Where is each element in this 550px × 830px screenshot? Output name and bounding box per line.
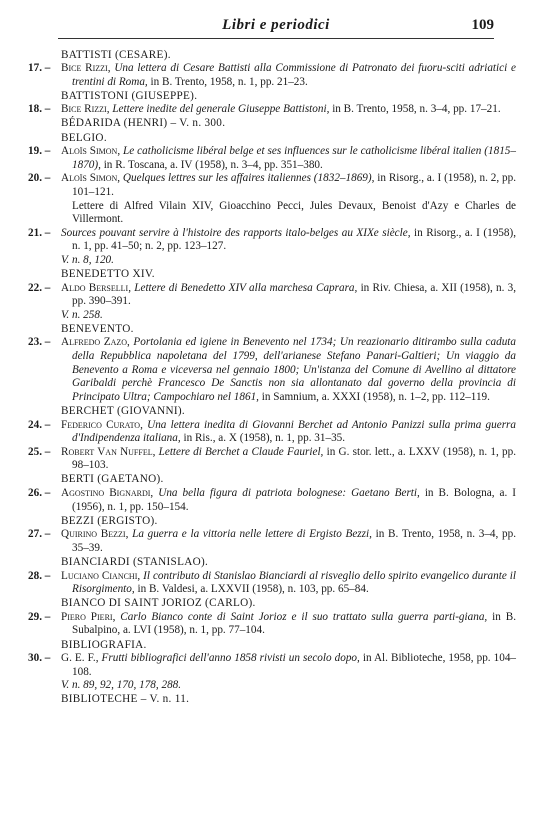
entry-source: in Risorg., a. I (1958), n. 2, pp. 101–121.	[72, 172, 517, 198]
entry-text	[61, 227, 516, 254]
entry-source: in Riv. Chiesa, a. XII (1958), n. 3, pp. 390–391.	[72, 281, 517, 308]
entry-author: Quirino Bezzi,	[61, 528, 129, 541]
entry-number: 24. –	[28, 418, 51, 431]
entry-author: Aloïs Simon,	[61, 145, 121, 158]
subject-heading: BELGIO.	[61, 131, 107, 144]
entry-author: Luciano Cianchi,	[61, 569, 141, 582]
entry-author: G. E. F.,	[61, 652, 99, 665]
entry-note: Lettere di Alfred Vilain XIV, Gioacchino Pecci, Jules Devaux, Benoist d'Azy e Charles de Villermont.	[72, 199, 516, 226]
subject-heading: BATTISTI (CESARE).	[61, 48, 171, 61]
entry-author: Bice Rizzi,	[61, 103, 110, 116]
bibliography-entry	[28, 446, 516, 473]
subject-heading: BERCHET (GIOVANNI).	[61, 404, 185, 417]
cross-reference: V. n. 8, 120.	[61, 253, 114, 266]
bibliography-entry	[28, 145, 516, 172]
entry-number: 26. –	[28, 487, 51, 499]
entry-source: in B. Trento, 1958, n. 3–4, pp. 35–39.	[72, 528, 517, 554]
bibliography-entry	[28, 282, 516, 309]
subject-heading: BIANCO DI SAINT JORIOZ (CARLO).	[61, 597, 256, 610]
entry-author: Piero Pieri,	[61, 610, 116, 623]
entry-source: in Samnium, a. XXXI (1958), n. 1–2, pp. 112–119.	[261, 390, 490, 403]
entry-author: Alfredo Zazo,	[61, 336, 130, 349]
entry-number: 28. –	[28, 569, 51, 582]
subject-heading: BÉDARIDA (HENRI) – V. n. 300.	[61, 117, 226, 130]
entry-text	[61, 103, 516, 117]
entry-number: 30. –	[28, 652, 51, 665]
subject-heading: BIBLIOTECHE – V. n. 11.	[61, 693, 190, 706]
subject-heading: BENEDETTO XIV.	[61, 268, 155, 280]
entry-title: Frutti bibliografici dell'anno 1858 rivisti un secolo dopo,	[101, 652, 360, 665]
running-header	[58, 15, 494, 37]
entry-number: 25. –	[28, 445, 51, 458]
entry-title: Una bella figura di patriota bolognese: Gaetano Berti,	[158, 487, 420, 499]
entry-text	[61, 419, 516, 446]
entry-source: in R. Toscana, a. IV (1958), n. 3–4, pp. 351–380.	[103, 158, 323, 171]
header-rule	[58, 38, 494, 39]
entry-author: Agostino Bignardi,	[61, 487, 154, 499]
entry-title: Lettere di Benedetto XIV alla marchesa Caprara,	[134, 281, 358, 294]
entry-number: 21. –	[28, 226, 51, 239]
entry-number: 20. –	[28, 172, 51, 185]
entry-author: Aldo Berselli,	[61, 281, 132, 294]
entry-number: 17. –	[28, 62, 51, 75]
entry-title: Sources pouvant servire à l'histoire des rapports italo-belges au XIXe siècle,	[61, 226, 411, 239]
bibliography-entry	[28, 611, 516, 638]
entry-text	[61, 336, 516, 404]
bibliography-entry	[28, 103, 516, 117]
entry-text	[61, 570, 516, 597]
bibliography-entry	[28, 570, 516, 597]
entry-number: 27. –	[28, 528, 51, 541]
entry-source: in B. Trento, 1958, n. 3–4, pp. 17–21.	[332, 103, 501, 116]
bibliography-entry	[28, 652, 516, 679]
entry-source: in Ris., a. X (1958), n. 1, pp. 31–35.	[183, 432, 346, 445]
entry-source: in B. Valdesi, a. LXXVII (1958), n. 103, pp. 65–84.	[137, 583, 369, 596]
entry-text	[61, 528, 516, 555]
running-title: Libri e periodici	[222, 17, 330, 33]
bibliography-body	[28, 48, 516, 707]
bibliography-entry	[28, 528, 516, 555]
entry-text	[61, 172, 516, 199]
entry-title: Una lettera di Cesare Battisti alla Commissione di Patronato dei fuoru-sciti adriatici e trentini di Roma,	[72, 62, 516, 88]
entry-number: 23. –	[28, 336, 51, 349]
entry-text	[61, 487, 516, 514]
entry-source: in Al. Biblioteche, 1958, pp. 104–108.	[72, 652, 517, 678]
subject-heading: BATTISTONI (GIUSEPPE).	[61, 89, 198, 102]
entry-text	[61, 282, 516, 309]
bibliography-entry	[28, 172, 516, 199]
entry-text	[61, 446, 516, 473]
entry-text	[61, 652, 516, 679]
subject-heading: BERTI (GAETANO).	[61, 473, 164, 486]
entry-title: Lettere di Berchet a Claude Fauriel,	[158, 445, 324, 458]
entry-text	[61, 145, 516, 172]
entry-source: in Risorg., a. I (1958), n. 1, pp. 41–50; n. 2, pp. 123–127.	[72, 226, 517, 253]
entry-text	[61, 62, 516, 89]
entry-number: 19. –	[28, 145, 51, 158]
bibliography-entry	[28, 62, 516, 89]
entry-source: in B. Subalpino, a. LVI (1958), n. 1, pp. 77–104.	[72, 610, 517, 637]
cross-reference: V. n. 89, 92, 170, 178, 288.	[61, 679, 182, 692]
entry-author: Federico Curato,	[61, 418, 143, 431]
entry-title: Portolania ed igiene in Benevento nel 1734; Un reazionario ditirambo sulla caduta della Repubblica napoletana del 1799, dell'arianese Stefano Panari-Galtieri; Un viaggio da Benevento a Roma e viceversa nel gennaio 1800; Un'istanza del Comune di Avellino al dittatore Garibaldi perchè Francesco De Sanctis non sia allontanato dal governo della provincia di Principato Ultra; Campochiaro nel 1861,	[72, 336, 516, 403]
entry-author: Robert Van Nuffel,	[61, 445, 156, 458]
entry-author: Bice Rizzi,	[61, 62, 111, 75]
bibliography-entry	[28, 487, 516, 514]
entry-title: Carlo Bianco conte di Saint Jorioz e il suo trattato sulla guerra parti-giana,	[120, 610, 488, 623]
entry-title: Il contributo di Stanislao Bianciardi al risveglio dello spirito evangelico durante il Risorgimento,	[72, 569, 516, 596]
subject-heading: BIBLIOGRAFIA.	[61, 638, 147, 651]
entry-source: in B. Trento, 1958, n. 1, pp. 21–23.	[150, 75, 308, 88]
cross-reference: V. n. 258.	[61, 308, 103, 321]
page-number: 109	[471, 17, 494, 33]
bibliography-entry	[28, 227, 516, 254]
entry-text	[61, 611, 516, 638]
subject-heading: BEZZI (ERGISTO).	[61, 514, 158, 527]
entry-title: La guerra e la vittoria nelle lettere di Ergisto Bezzi,	[132, 528, 372, 541]
entry-author: Aloïs Simon,	[61, 172, 121, 185]
entry-source: in G. stor. lett., a. LXXV (1958), n. 1, pp. 98–103.	[72, 445, 517, 472]
subject-heading: BENEVENTO.	[61, 322, 134, 335]
bibliography-entry	[28, 336, 516, 404]
bibliography-entry	[28, 419, 516, 446]
entry-number: 18. –	[28, 103, 51, 116]
entry-title: Una lettera inedita di Giovanni Berchet ad Antonio Panizzi sulla prima guerra d'Indipendenza italiana,	[72, 418, 517, 445]
entry-number: 22. –	[28, 281, 51, 294]
entry-number: 29. –	[28, 610, 51, 623]
entry-title: Le catholicisme libéral belge et ses influences sur le catholicisme libéral italien (1815–1870),	[72, 145, 516, 171]
entry-source: in B. Bologna, a. I (1956), n. 1, pp. 150–154.	[72, 487, 517, 513]
subject-heading: BIANCIARDI (STANISLAO).	[61, 555, 209, 568]
entry-title: Quelques lettres sur les affaires italiennes (1832–1869),	[122, 172, 375, 185]
entry-title: Lettere inedite del generale Giuseppe Battistoni,	[112, 103, 330, 116]
